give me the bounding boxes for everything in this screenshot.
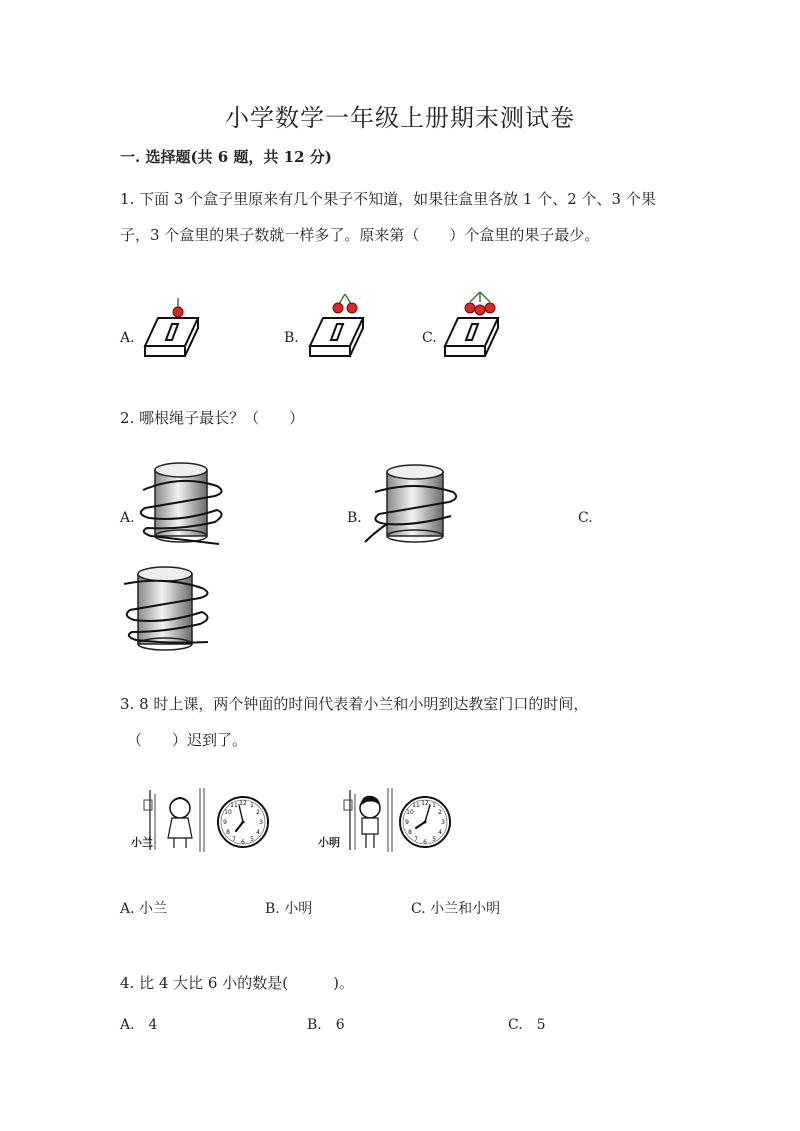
clock-xiaolan-image [215, 794, 271, 850]
question-1-line-2: 子，3 个盒里的果子数就一样多了。原来第（ ）个盒里的果子最少。 [120, 226, 600, 244]
svg-text:9: 9 [405, 819, 409, 826]
page-title: 小学数学一年级上册期末测试卷 [225, 104, 575, 132]
question-1-line-1: 1. 下面 3 个盒子里原来有几个果子不知道，如果往盒里各放 1 个、2 个、3 个果 [120, 190, 656, 208]
q1-option-c-label[interactable]: C. [422, 330, 437, 346]
box-two-fruits-image [305, 288, 375, 358]
q1-option-b-label[interactable]: B. [284, 330, 299, 346]
rope-cylinder-a-image [135, 462, 230, 544]
svg-text:8: 8 [408, 829, 412, 836]
svg-text:7: 7 [232, 836, 236, 843]
xiaolan-label: 小兰 [131, 836, 153, 849]
svg-text:4: 4 [438, 829, 442, 836]
xiaoming-label: 小明 [318, 836, 340, 849]
q3-option-b[interactable]: B. 小明 [265, 901, 313, 917]
svg-text:3: 3 [259, 819, 263, 826]
rope-cylinder-c-image [122, 566, 217, 648]
svg-text:11: 11 [230, 802, 238, 809]
q3-option-c[interactable]: C. 小兰和小明 [411, 901, 501, 917]
svg-text:11: 11 [412, 802, 420, 809]
clock-xiaoming-image [397, 794, 453, 850]
svg-text:3: 3 [441, 819, 445, 826]
svg-text:6: 6 [241, 839, 245, 846]
q4-option-a[interactable]: A. 4 [120, 1017, 158, 1033]
q3-option-a[interactable]: A. 小兰 [120, 901, 168, 917]
svg-text:5: 5 [250, 836, 254, 843]
q4-option-b[interactable]: B. 6 [307, 1017, 345, 1033]
box-three-fruits-image [440, 288, 510, 358]
svg-text:2: 2 [438, 809, 442, 816]
question-2-text: 2. 哪根绳子最长？（ ） [120, 409, 305, 427]
svg-text:6: 6 [423, 839, 427, 846]
svg-text:12: 12 [421, 800, 429, 807]
svg-text:8: 8 [226, 829, 230, 836]
question-4-text: 4. 比 4 大比 6 小的数是( )。 [120, 974, 354, 992]
section-heading: 一. 选择题(共 6 题，共 12 分) [120, 148, 332, 166]
svg-text:10: 10 [224, 809, 232, 816]
rope-cylinder-b-image [365, 462, 460, 544]
svg-text:1: 1 [432, 802, 436, 809]
svg-text:1: 1 [250, 802, 254, 809]
svg-text:12: 12 [239, 800, 247, 807]
svg-text:2: 2 [256, 809, 260, 816]
q4-option-c[interactable]: C. 5 [508, 1017, 546, 1033]
q2-option-b-label[interactable]: B. [347, 510, 362, 526]
q1-option-a-label[interactable]: A. [120, 330, 135, 346]
svg-text:9: 9 [223, 819, 227, 826]
svg-text:4: 4 [256, 829, 260, 836]
question-3-line-1: 3. 8 时上课，两个钟面的时间代表着小兰和小明到达教室门口的时间， [120, 695, 589, 713]
q2-option-c-label[interactable]: C. [578, 510, 593, 526]
svg-text:10: 10 [406, 809, 414, 816]
svg-text:5: 5 [432, 836, 436, 843]
q2-option-a-label[interactable]: A. [120, 510, 135, 526]
box-one-fruit-image [140, 288, 210, 358]
question-3-line-2: （ ）迟到了。 [127, 731, 248, 749]
svg-text:7: 7 [414, 836, 418, 843]
